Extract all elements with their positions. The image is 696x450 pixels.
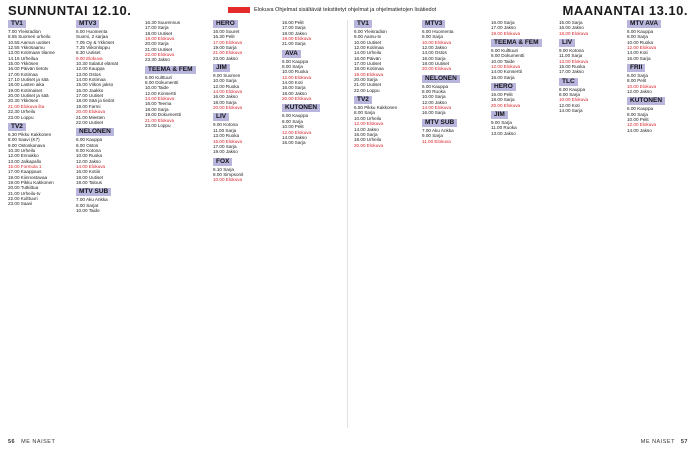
program-listing: 10.30 Urheilu bbox=[8, 147, 36, 153]
program-listing-highlight: 12.00 Elokuva bbox=[354, 121, 384, 127]
channel-block bbox=[213, 20, 277, 61]
program-listing: 14.00 Kotimaa bbox=[76, 77, 106, 83]
program-listing: 8.00 Sarjat bbox=[76, 202, 99, 208]
program-listing: 18.00 Kiinnostavaa bbox=[8, 174, 48, 180]
program-listing: 12.00 Kauppa bbox=[76, 66, 105, 72]
channel-block bbox=[145, 66, 209, 128]
program-listing: 16.00 Sarja bbox=[422, 55, 446, 61]
program-listing: 8.30 Uutiset bbox=[76, 50, 101, 56]
program-listing: 12.00 Jakso bbox=[422, 99, 447, 105]
program-listing: 16.00 Jakso bbox=[559, 25, 584, 31]
program-listing: 6.00 Kauppa bbox=[422, 83, 449, 89]
program-listing-highlight: 18.00 Elokuva bbox=[559, 30, 589, 36]
schedule-column bbox=[491, 20, 555, 428]
program-listing: 10.00 Ruoka bbox=[76, 153, 103, 159]
program-listing: 17.00 Sarja bbox=[282, 25, 306, 31]
program-listing: 21.00 Uutiset bbox=[354, 82, 382, 88]
channel-name: HERO bbox=[491, 83, 516, 91]
program-listing: 9.00 Sarja bbox=[491, 120, 512, 126]
program-listing: 14.00 Jakso bbox=[282, 134, 307, 140]
program-listing: 16.00 Sarja bbox=[282, 85, 306, 91]
channel-name: LIV bbox=[213, 113, 229, 121]
program-listing: 16.00 Jakso bbox=[213, 94, 238, 100]
program-listing: 18.00 Urheilu bbox=[354, 137, 382, 143]
program-listing: 9.00 Suomen bbox=[213, 73, 241, 79]
program-listing-highlight: 10.00 Elokuva bbox=[627, 83, 657, 89]
channel-block bbox=[282, 20, 346, 47]
program-listing-highlight: 21.00 Elokuva bbox=[213, 50, 243, 56]
program-listing-highlight: 14.00 Elokuva bbox=[76, 163, 106, 169]
program-listing: 19.00 Sarja bbox=[213, 45, 237, 51]
program-listing: 18.00 Sarja bbox=[145, 106, 169, 112]
channel-name: TV1 bbox=[354, 20, 372, 28]
channel-block bbox=[76, 188, 140, 213]
program-listing: 18.00 Sarja bbox=[213, 99, 237, 105]
channel-block bbox=[8, 123, 72, 207]
program-listing: 15.00 Ykkösen bbox=[8, 61, 39, 67]
program-listing: 15.00 Sarja bbox=[559, 20, 583, 25]
program-listing: 6.30 Pikku Kakkonen bbox=[8, 131, 52, 137]
program-listing: 20.30 Ykkösen bbox=[8, 98, 39, 104]
channel-name: FRII bbox=[627, 64, 645, 72]
program-listing: 6.00 Huomenta bbox=[76, 29, 108, 34]
program-listing: 22.30 Urheilu bbox=[8, 109, 36, 115]
program-listing: 16.30 Suurennus bbox=[145, 20, 180, 25]
program-listing: 23.00 Loppu bbox=[145, 122, 171, 128]
program-listing: 12.00 Jakso bbox=[76, 158, 101, 164]
program-listing-highlight: 9.00 Elokuva bbox=[76, 55, 103, 61]
program-listing-highlight: 22.00 Elokuva bbox=[145, 52, 175, 58]
program-listing: 13.00 Ostos bbox=[76, 71, 101, 77]
program-listing: 16.00 Sarja bbox=[354, 131, 378, 137]
program-listing: 6.00 Kauppa bbox=[282, 58, 309, 64]
program-listing: 15.00 Ruoka bbox=[559, 64, 586, 70]
program-listing: 6.00 Kulttuuri bbox=[491, 48, 519, 54]
program-listing: 13.00 Jalkapallo bbox=[8, 158, 42, 164]
magazine-name-right: ME NAISET bbox=[640, 439, 675, 445]
channel-name: TEEMA & FEM bbox=[145, 66, 196, 74]
page-number-right: 57 bbox=[680, 439, 688, 445]
program-listing: 8.00 Sarja bbox=[627, 34, 648, 40]
program-listing: 18.00 Sarja bbox=[491, 97, 515, 103]
program-listing: 18.00 Uutiset bbox=[145, 30, 173, 36]
footer-right bbox=[641, 439, 688, 445]
program-listing: 6.00 Kulttuuri bbox=[145, 74, 173, 80]
program-listing: 17.00 Kotimaa bbox=[8, 71, 38, 77]
channel-name: TV2 bbox=[8, 123, 26, 131]
program-listing: 14.00 Jakso bbox=[354, 126, 379, 132]
program-listing: 19.00 Kotimaiset bbox=[8, 87, 43, 93]
program-listing: 17.00 Uutiset bbox=[354, 61, 382, 67]
program-listing: 10.00 Pelit bbox=[282, 124, 304, 130]
program-listing: 14.00 Koti bbox=[282, 80, 303, 86]
program-listing: 16.00 Päivän bbox=[354, 55, 381, 61]
program-listing: 23.00 Saavi bbox=[8, 201, 33, 207]
channel-name: KUTONEN bbox=[627, 97, 665, 105]
program-listing: 7.00 Yleisradion bbox=[8, 29, 41, 34]
program-listing: 13.00 Kotimaan tilanne bbox=[8, 50, 55, 56]
program-listing: 12.00 Jakso bbox=[627, 89, 652, 95]
program-listing: 17.00 Jakso bbox=[491, 25, 516, 31]
channel-block bbox=[145, 20, 209, 63]
program-listing: 13.00 Jakso bbox=[491, 130, 516, 136]
program-listing-highlight: 10.00 Elokuva bbox=[422, 39, 452, 45]
program-listing: 8.00 Saavi (K7) bbox=[8, 137, 40, 143]
program-listing: 18.00 Uutiset bbox=[76, 174, 104, 180]
program-listing: 12.55 Ykkösaamu bbox=[8, 45, 45, 51]
channel-name: AVA bbox=[282, 50, 301, 58]
program-listing-highlight: 20.00 Elokuva bbox=[282, 96, 312, 102]
channel-block bbox=[491, 20, 555, 36]
program-listing-highlight: 12.00 Elokuva bbox=[627, 45, 657, 51]
program-listing: 12.00 Konsertti bbox=[145, 90, 176, 96]
program-listing: 17.00 Sarja bbox=[213, 143, 237, 149]
program-listing: 10.00 Sarja bbox=[213, 78, 237, 84]
program-listing-highlight: 13.00 Elokuva bbox=[559, 58, 589, 64]
program-listing-highlight: 15.00 Elokuva bbox=[213, 138, 243, 144]
program-listing: 6.50 Pikku Kakkonen bbox=[354, 105, 398, 111]
schedule-column bbox=[282, 20, 346, 428]
program-listing-highlight: 20.00 Elokuva bbox=[213, 105, 243, 111]
channel-name: NELONEN bbox=[76, 128, 114, 136]
program-listing: 10.00 Sarja bbox=[422, 94, 446, 100]
program-listing: 6.00 Kauppa bbox=[627, 29, 654, 34]
channel-block bbox=[8, 20, 72, 120]
program-listing: 18.00 Sää ja tiedot bbox=[76, 98, 115, 104]
program-listing-highlight: 11.00 Elokuva bbox=[422, 138, 451, 144]
program-listing: 9.00 Kotona bbox=[76, 147, 101, 153]
program-listing: 21.00 Urheilu-tv bbox=[8, 190, 41, 196]
schedule-column bbox=[8, 20, 72, 428]
program-listing: 16.00 Sarja bbox=[282, 140, 306, 146]
channel-block bbox=[282, 50, 346, 102]
program-listing: 9.00 Sarja bbox=[422, 133, 443, 139]
program-listing: 16.00 Pelit bbox=[491, 92, 513, 98]
program-listing: 19.00 Dokumentti bbox=[145, 112, 182, 118]
channel-name: LIV bbox=[559, 39, 575, 47]
program-listing: 10.00 Ruoka bbox=[627, 39, 654, 45]
channel-block bbox=[627, 97, 691, 133]
program-listing: 10.00 Taide bbox=[145, 85, 169, 91]
program-listing-highlight: 12.00 Elokuva bbox=[491, 64, 521, 70]
program-listing-highlight: 21.00 Elokuva ilta bbox=[8, 103, 45, 109]
channel-block bbox=[627, 20, 691, 61]
program-listing: 14.00 Koti bbox=[627, 50, 648, 56]
program-listing-highlight: 20.00 Elokuva bbox=[491, 102, 521, 108]
channel-block bbox=[422, 20, 486, 72]
program-listing: 10.00 Uutiset bbox=[354, 39, 382, 45]
program-listing: 6.00 Kauppa bbox=[559, 86, 586, 92]
page-date-left: SUNNUNTAI 12.10. bbox=[8, 3, 132, 18]
program-listing: 8.00 Ruoka bbox=[422, 89, 446, 95]
program-listing: 16.00 Suuret bbox=[213, 29, 240, 34]
program-listing: 16.00 Sarja bbox=[627, 55, 651, 61]
program-listing: 18.00 Kotimaa bbox=[354, 66, 384, 72]
channel-block bbox=[559, 78, 623, 114]
program-listing: 11.00 Ruoka bbox=[491, 125, 517, 131]
program-listing: 19.00 Pikku Kakkonen bbox=[8, 179, 54, 185]
program-listing: 10.55 Aamun uutiset bbox=[8, 39, 50, 45]
schedule-column bbox=[627, 20, 691, 428]
program-listing: 10.00 Taide bbox=[491, 58, 515, 64]
program-listing: 8.00 Sarja bbox=[282, 118, 303, 124]
program-listing: 20.00 Sarja bbox=[145, 41, 169, 47]
channel-name: FOX bbox=[213, 158, 232, 166]
channel-block bbox=[491, 39, 555, 80]
program-listing: 21.00 Uutiset bbox=[145, 46, 173, 52]
program-listing: 8.00 Sarja bbox=[282, 64, 303, 70]
program-listing-highlight: 21.00 Elokuva bbox=[145, 117, 175, 123]
program-listing-highlight: 14.00 Elokuva bbox=[213, 89, 243, 95]
program-listing: 9.00 Kotona bbox=[559, 48, 584, 54]
channel-block bbox=[76, 20, 140, 125]
program-listing: 12.00 Jakso bbox=[422, 45, 447, 51]
schedule-columns bbox=[8, 20, 688, 428]
channel-name: TEEMA & FEM bbox=[491, 39, 542, 47]
channel-block bbox=[213, 113, 277, 154]
program-listing: 14.00 Urheilu bbox=[354, 50, 382, 56]
program-listing: 10.00 Pelit bbox=[627, 117, 649, 123]
schedule-column bbox=[213, 20, 277, 428]
program-listing: 11.00 Sarja bbox=[559, 53, 583, 59]
program-listing: 16.00 Päivän tietotv bbox=[8, 66, 49, 72]
channel-name: MTV3 bbox=[76, 20, 99, 28]
program-listing: 16.00 Jaakko bbox=[76, 87, 104, 93]
schedule-column bbox=[145, 20, 209, 428]
program-listing: 8.00 Simpsonit bbox=[213, 171, 244, 177]
program-listing: 10.00 Urheilu bbox=[354, 115, 382, 121]
program-listing-highlight: 10.00 Elokuva bbox=[213, 177, 243, 183]
program-listing: 7.25 Viikonloppu bbox=[76, 45, 110, 51]
program-listing: 8.00 Dokumentti bbox=[145, 80, 179, 86]
magazine-name-left: ME NAISET bbox=[21, 439, 56, 445]
program-listing: 15.00 Viikon jakso bbox=[76, 82, 114, 88]
program-listing: 18.00 Lasten aika bbox=[8, 82, 45, 88]
program-listing: 12.00 Ruoka bbox=[213, 83, 240, 89]
program-listing: 7.00 Aku Ankka bbox=[76, 197, 108, 203]
program-listing: 21.00 Miesten bbox=[76, 114, 105, 120]
schedule-column bbox=[422, 20, 486, 428]
channel-block bbox=[559, 39, 623, 75]
program-listing: 14.15 Urheilua bbox=[8, 55, 38, 61]
channel-name: NELONEN bbox=[422, 75, 460, 83]
program-listing: 18.00 Uutiset bbox=[422, 61, 450, 67]
program-listing: 18.00 Jakso bbox=[282, 30, 307, 36]
schedule-column bbox=[559, 20, 623, 428]
program-listing-highlight: 20.00 Elokuva bbox=[76, 109, 106, 115]
program-listing-highlight: 19.00 Elokuva bbox=[354, 71, 384, 77]
channel-block bbox=[354, 20, 418, 93]
program-listing: 23.00 Jakso bbox=[213, 55, 238, 61]
program-listing: 10.30 Salatut elämät bbox=[76, 61, 119, 67]
channel-block bbox=[213, 158, 277, 183]
program-listing: 8.55 Suomen urheilu bbox=[8, 34, 51, 40]
program-listing-highlight: 20.00 Elokuva bbox=[422, 66, 452, 72]
program-listing: 14.00 Jakso bbox=[627, 127, 652, 133]
program-listing: 17.00 Uutiset bbox=[76, 93, 104, 99]
program-listing-highlight: 12.00 Elokuva bbox=[627, 122, 657, 128]
program-listing: 16.00 Pelit bbox=[282, 20, 304, 25]
program-listing: 10.00 Taide bbox=[76, 207, 100, 213]
channel-block bbox=[422, 75, 486, 116]
channel-name: TLC bbox=[559, 78, 578, 86]
program-listing: 19.00 Jakso bbox=[213, 149, 238, 155]
program-listing-highlight: 12.00 Elokuva bbox=[282, 129, 312, 135]
program-listing-highlight: 19.00 Elokuva bbox=[491, 30, 521, 36]
footer-left bbox=[8, 439, 55, 445]
program-listing: 20.00 Tutkittua bbox=[8, 185, 39, 191]
program-listing: 8.00 Sarja bbox=[627, 111, 648, 117]
program-listing-highlight: 12.00 Elokuva bbox=[282, 74, 312, 80]
program-listing: 16.30 Pelit bbox=[213, 34, 235, 40]
channel-name: MTV SUB bbox=[422, 119, 457, 127]
program-listing: 8.00 Sarja bbox=[422, 34, 443, 40]
program-listing: 6.00 Kauppa bbox=[76, 137, 103, 143]
channel-name: TV1 bbox=[8, 20, 26, 28]
program-listing: 6.00 Yleisradion bbox=[354, 29, 387, 34]
program-listing: 22.00 Uutiset bbox=[76, 119, 104, 125]
channel-name: JIM bbox=[491, 111, 508, 119]
program-listing: 16.00 Sarja bbox=[491, 74, 515, 80]
program-listing: 16.00 Sarja bbox=[422, 110, 446, 116]
program-listing: 6.00 Kauppa bbox=[627, 106, 654, 112]
program-listing: 17.00 Kaappaus bbox=[8, 169, 42, 175]
program-listing: 9.00 Ostoskanava bbox=[8, 142, 46, 148]
program-listing: 8.00 Sarja bbox=[559, 92, 580, 98]
schedule-column bbox=[76, 20, 140, 428]
program-listing: 17.00 Sarja bbox=[145, 25, 169, 31]
program-listing: 7.00 Aku Ankka bbox=[422, 127, 454, 133]
program-listing: 20.00 Uutiset ja sää bbox=[8, 93, 49, 99]
schedule-column bbox=[354, 20, 418, 428]
program-listing: 23.30 Jakso bbox=[145, 57, 170, 63]
channel-name: HERO bbox=[213, 20, 238, 28]
program-listing: 6.00 Kauppa bbox=[282, 113, 309, 119]
program-listing-highlight: 19.00 Elokuva bbox=[145, 36, 175, 42]
program-listing: 12.00 Ennakko bbox=[8, 153, 39, 159]
program-listing: 17.10 Uutiset ja sää bbox=[8, 77, 49, 83]
channel-name: MTV SUB bbox=[76, 188, 111, 196]
program-listing: 6.10 Sarja bbox=[213, 166, 234, 172]
program-listing-highlight: 20.00 Elokuva bbox=[354, 142, 384, 148]
program-listing: 22.00 Kulttuuri bbox=[8, 195, 38, 201]
program-listing-highlight: 19.00 Elokuva bbox=[282, 36, 312, 42]
program-listing-highlight: 14.00 Elokuva bbox=[422, 105, 452, 111]
program-listing: 18.00 Jakso bbox=[282, 90, 307, 96]
program-listing: 19.00 Talous bbox=[76, 179, 102, 185]
program-listing: 22.00 Loppu bbox=[354, 87, 380, 93]
program-listing: 8.00 Ostos bbox=[76, 142, 99, 148]
program-listing: 16.00 Teema bbox=[145, 101, 172, 107]
channel-block bbox=[559, 20, 623, 36]
legend bbox=[228, 7, 436, 13]
channel-name: JIM bbox=[213, 64, 230, 72]
program-listing: 16.00 Kotiin bbox=[76, 169, 101, 175]
program-listing: 8.00 Pelit bbox=[627, 78, 647, 84]
legend-text: Elokuva Ohjelmat sisältävät tekstitetyt ohjelmat ja ohjelmatietojen lisätiedot bbox=[254, 7, 437, 13]
program-listing: 11.00 Sarja bbox=[213, 127, 237, 133]
program-listing: 23.00 Loppu bbox=[8, 114, 34, 120]
program-listing: 14.00 Konsertti bbox=[491, 69, 522, 75]
channel-block bbox=[491, 83, 555, 108]
program-listing: 9.00 Aamu-tv bbox=[354, 34, 382, 40]
program-listing-highlight: 14.00 Elokuva bbox=[145, 96, 175, 102]
program-listing: 7.05 Oy & Ykköset bbox=[76, 39, 114, 45]
program-listing: 9.00 Kotona bbox=[213, 122, 238, 128]
program-listing: 19.00 Farmi bbox=[76, 103, 101, 109]
channel-block bbox=[354, 96, 418, 148]
channel-block bbox=[76, 128, 140, 185]
channel-block bbox=[213, 64, 277, 110]
program-listing: 16.00 Sarja bbox=[491, 20, 515, 25]
program-listing: 14.00 Ostos bbox=[422, 50, 447, 56]
program-listing: 17.00 Jakso bbox=[559, 69, 584, 75]
page-number-left: 56 bbox=[8, 439, 16, 445]
channel-block bbox=[491, 111, 555, 136]
program-listing: 6.00 Huomenta bbox=[422, 29, 454, 34]
program-listing: 20.00 Sarja bbox=[354, 77, 378, 83]
program-listing: 12.00 Koti bbox=[559, 102, 580, 108]
legend-swatch bbox=[228, 7, 250, 13]
program-listing: 21.00 Sarja bbox=[282, 41, 306, 47]
program-listing: 6.00 Sarja bbox=[627, 73, 648, 79]
program-listing: 8.00 Dokumentti bbox=[491, 53, 525, 59]
channel-name: TV2 bbox=[354, 96, 372, 104]
program-listing-highlight: 15.00 Formula 1 bbox=[8, 163, 42, 169]
program-listing: 14.00 Sarja bbox=[559, 108, 583, 114]
channel-name: MTV AVA bbox=[627, 20, 661, 28]
channel-block bbox=[422, 119, 486, 144]
program-listing: 13.00 Ruoka bbox=[213, 133, 240, 139]
channel-name: MTV3 bbox=[422, 20, 445, 28]
program-listing: 8.00 Sarja bbox=[354, 110, 375, 116]
channel-block bbox=[627, 64, 691, 94]
program-listing-highlight: 17.00 Elokuva bbox=[213, 39, 243, 45]
program-listing: 12.00 Kotimaa bbox=[354, 45, 384, 51]
channel-block bbox=[282, 104, 346, 145]
page-date-right: MAANANTAI 13.10. bbox=[562, 3, 688, 18]
channel-name: KUTONEN bbox=[282, 104, 320, 112]
program-listing: Suomi, 2 sarjaa bbox=[76, 34, 108, 40]
program-listing-highlight: 10.00 Elokuva bbox=[559, 97, 589, 103]
program-listing: 10.00 Ruoka bbox=[282, 69, 309, 75]
